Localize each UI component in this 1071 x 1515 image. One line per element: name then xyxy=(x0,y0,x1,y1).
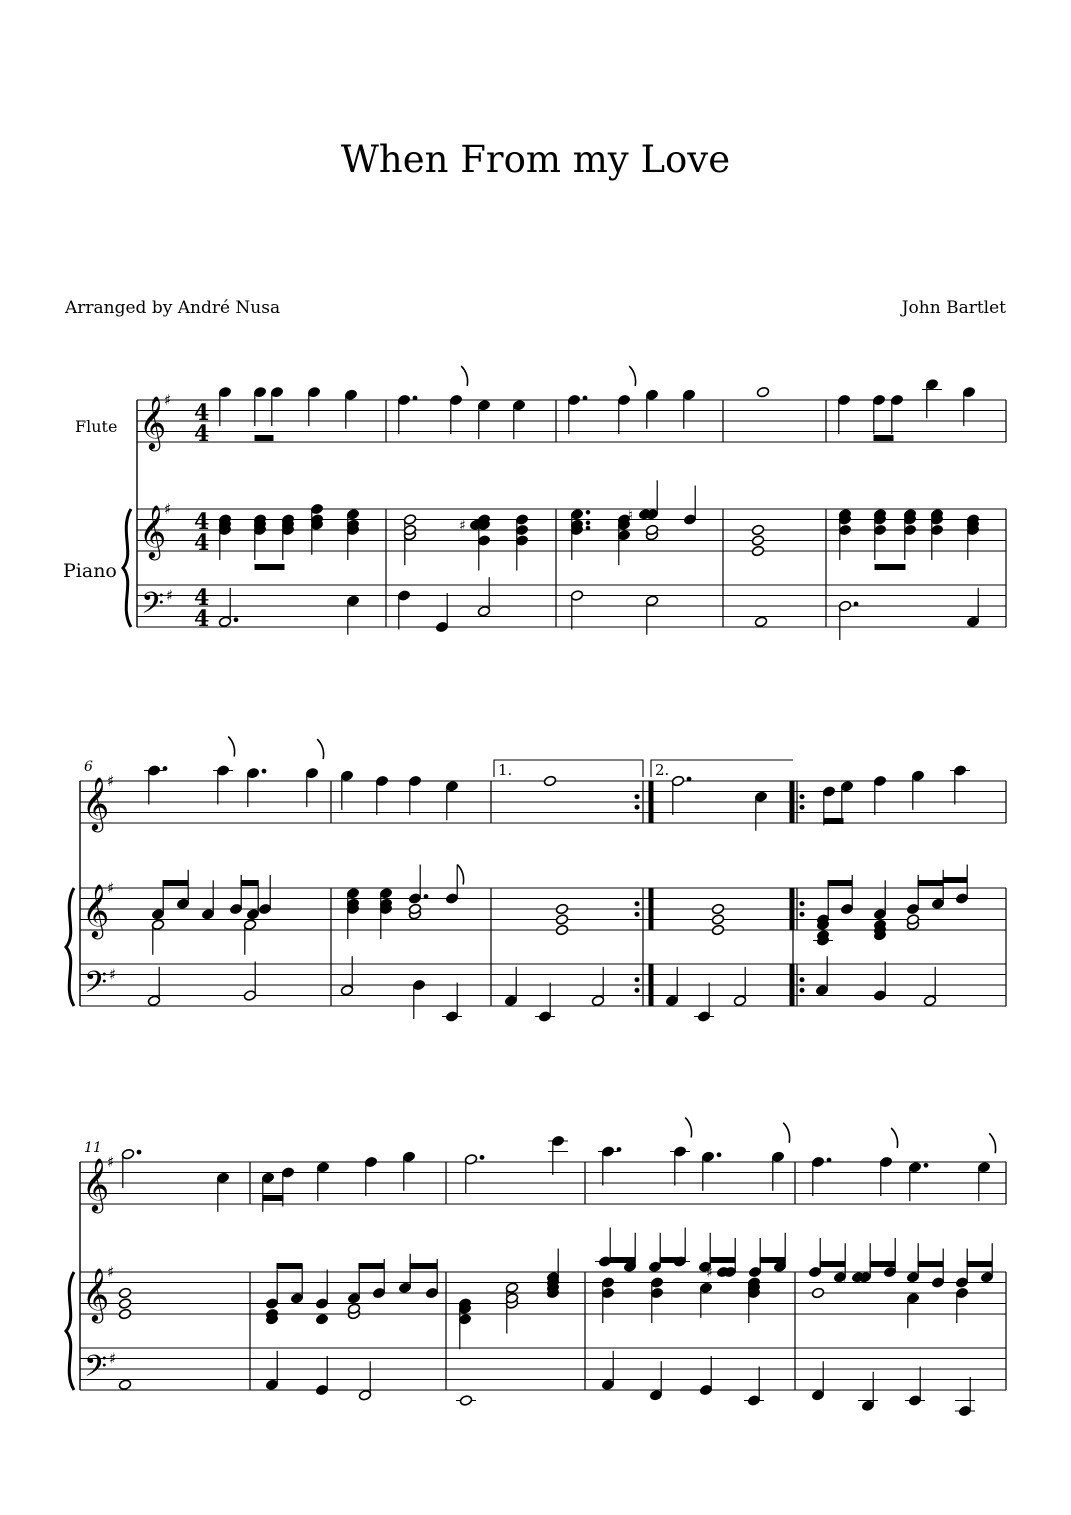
note-head xyxy=(315,1313,328,1325)
note-head xyxy=(118,1287,131,1299)
note-head xyxy=(751,545,764,557)
piano-brace xyxy=(66,888,74,1006)
arranger-credit: Arranged by André Nusa xyxy=(65,298,281,318)
treble-clef: 𝄞 xyxy=(82,776,110,830)
key-signature-sharp: ♯ xyxy=(107,1153,115,1171)
volta-label: 1. xyxy=(498,761,513,779)
piano-brace xyxy=(123,509,131,627)
augmentation-dot xyxy=(586,521,590,525)
note-head xyxy=(751,535,764,547)
note-head xyxy=(555,924,568,936)
note-beam xyxy=(660,1258,685,1263)
augmentation-dot xyxy=(424,895,428,899)
note-head xyxy=(555,914,568,926)
repeat-dot xyxy=(800,988,804,992)
note-beam xyxy=(967,1262,992,1267)
key-signature-sharp: ♯ xyxy=(107,772,115,790)
note-flag xyxy=(317,739,323,759)
note-beam xyxy=(255,436,273,441)
key-signature-sharp: ♯ xyxy=(109,965,117,984)
note-beam xyxy=(918,881,943,886)
thick-barline xyxy=(649,888,653,930)
note-flag xyxy=(461,366,467,386)
instrument-label-flute: Flute xyxy=(75,417,118,436)
accidental: ♮ xyxy=(841,1270,847,1287)
augmentation-dot xyxy=(717,1153,721,1157)
note-beam xyxy=(263,1196,283,1201)
note-head xyxy=(118,1298,131,1310)
augmentation-dot xyxy=(163,767,167,771)
augmentation-dot xyxy=(413,396,417,400)
note-beam xyxy=(710,1258,735,1263)
note-flag xyxy=(629,366,635,386)
repeat-dot xyxy=(800,795,804,799)
treble-clef: 𝄞 xyxy=(82,883,110,937)
note-beam xyxy=(760,1258,785,1263)
note-head xyxy=(118,1308,131,1320)
note-beam xyxy=(163,881,188,886)
augmentation-dot xyxy=(854,602,858,606)
note-head xyxy=(754,616,767,628)
repeat-dot xyxy=(800,912,804,916)
note-head xyxy=(756,386,769,398)
note-beam xyxy=(359,1264,384,1269)
note-flag xyxy=(783,1123,789,1143)
repeat-dot xyxy=(635,978,639,982)
accidental: ♯ xyxy=(706,1265,713,1281)
note-flag xyxy=(228,737,234,757)
note-head xyxy=(811,1287,824,1299)
note-beam xyxy=(874,436,893,441)
repeat-dot xyxy=(800,978,804,982)
key-signature-sharp: ♯ xyxy=(107,1263,115,1281)
volta-bracket xyxy=(494,760,643,777)
note-head xyxy=(711,924,724,936)
treble-clef: 𝄞 xyxy=(139,504,167,558)
repeat-dot xyxy=(800,805,804,809)
key-signature-sharp: ♯ xyxy=(107,879,115,897)
note-flag xyxy=(685,1118,691,1138)
note-flag xyxy=(989,1133,995,1153)
note-beam xyxy=(943,878,967,883)
note-flag xyxy=(891,1128,897,1148)
augmentation-dot xyxy=(827,1158,831,1162)
accidental: ♯ xyxy=(459,517,466,534)
note-beam xyxy=(875,565,905,570)
note-head xyxy=(459,1395,472,1407)
treble-clef: 𝄞 xyxy=(82,1157,110,1211)
repeat-dot xyxy=(635,795,639,799)
bass-clef: 𝄢 xyxy=(84,966,108,1007)
note-head xyxy=(751,524,764,536)
note-head xyxy=(711,903,724,915)
repeat-dot xyxy=(635,805,639,809)
key-signature-sharp: ♯ xyxy=(166,586,174,605)
note-head xyxy=(555,903,568,915)
composer-credit: John Bartlet xyxy=(901,298,1006,318)
note-beam xyxy=(828,881,852,886)
augmentation-dot xyxy=(583,396,587,400)
augmentation-dot xyxy=(586,510,590,514)
augmentation-dot xyxy=(234,618,238,622)
note-beam xyxy=(820,1262,845,1267)
volta-bracket xyxy=(651,760,793,777)
augmentation-dot xyxy=(262,769,266,773)
accidental: ♮ xyxy=(628,507,634,524)
augmentation-dot xyxy=(480,1155,484,1159)
volta-label: 2. xyxy=(655,761,670,779)
instrument-label-piano: Piano xyxy=(63,560,117,582)
note-head xyxy=(543,775,556,787)
measure-number: 6 xyxy=(84,759,93,775)
note-beam xyxy=(870,1262,895,1267)
key-signature-sharp: ♯ xyxy=(164,500,172,518)
augmentation-dot xyxy=(617,1148,621,1152)
augmentation-dot xyxy=(137,1150,141,1154)
key-signature-sharp: ♯ xyxy=(164,391,172,409)
time-signature-numerator: 4 xyxy=(194,509,210,535)
treble-clef: 𝄞 xyxy=(82,1267,110,1321)
note-beam xyxy=(410,1264,437,1269)
note-head xyxy=(711,914,724,926)
repeat-dot xyxy=(635,988,639,992)
key-signature-sharp: ♯ xyxy=(109,1349,117,1368)
note-beam xyxy=(824,819,843,824)
piano-brace xyxy=(66,1272,74,1390)
bass-clef: 𝄢 xyxy=(141,587,165,628)
thick-barline xyxy=(790,964,794,1006)
note-head xyxy=(118,1379,131,1391)
thick-barline xyxy=(790,888,794,930)
augmentation-dot xyxy=(586,526,590,530)
time-signature-denominator: 4 xyxy=(194,421,210,447)
thick-barline xyxy=(649,781,653,823)
augmentation-dot xyxy=(687,777,691,781)
augmentation-dot xyxy=(924,1163,928,1167)
measure-number: 11 xyxy=(84,1140,102,1156)
repeat-dot xyxy=(635,912,639,916)
bass-clef: 𝄢 xyxy=(84,1350,108,1391)
note-beam xyxy=(918,1262,943,1267)
note-beam xyxy=(241,881,258,886)
repeat-dot xyxy=(800,902,804,906)
note-beam xyxy=(610,1258,635,1263)
time-signature-numerator: 4 xyxy=(194,400,210,426)
note-beam xyxy=(277,1264,302,1269)
note-beam xyxy=(255,565,284,570)
thick-barline xyxy=(649,964,653,1006)
thick-barline xyxy=(790,781,794,823)
note-flag xyxy=(457,865,463,885)
score-title: When From my Love xyxy=(340,138,731,181)
treble-clef: 𝄞 xyxy=(139,395,167,449)
repeat-dot xyxy=(635,902,639,906)
time-signature-denominator: 4 xyxy=(194,606,210,632)
time-signature-numerator: 4 xyxy=(194,585,210,611)
time-signature-denominator: 4 xyxy=(194,530,210,556)
